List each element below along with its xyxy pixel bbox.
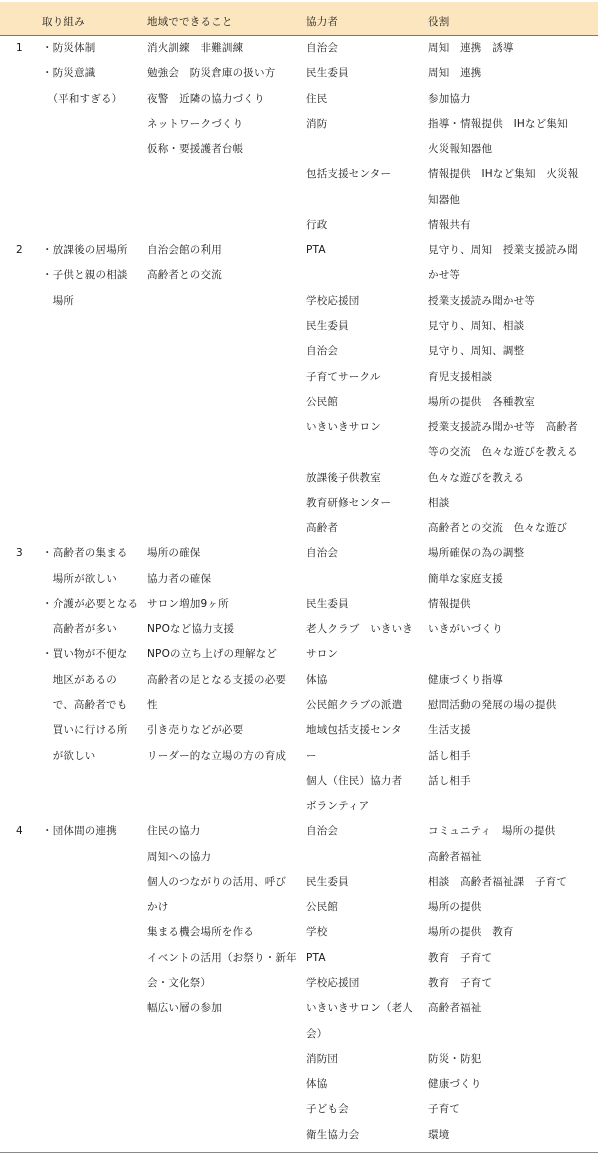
chiiki-cell: リーダー的な立場の方の育成	[147, 750, 287, 762]
yakuwari-cell: 高齢者との交流 色々な遊び	[428, 522, 568, 534]
kyoryokusha-cell: 自治会	[306, 825, 339, 837]
kyoryokusha-cell: いきいきサロン（老人	[306, 1002, 413, 1014]
kyoryokusha-cell: 行政	[306, 219, 328, 231]
kyoryokusha-cell: 老人クラブ いきいき	[306, 623, 413, 635]
kyoryokusha-cell: 放課後子供教室	[306, 472, 381, 484]
yakuwari-cell: 場所確保の為の調整	[428, 547, 525, 559]
table-bottom-border	[0, 1152, 598, 1153]
chiiki-cell: かけ	[147, 901, 169, 913]
torikumi-cell: 場所	[42, 295, 75, 307]
chiiki-cell: 引き売りなどが必要	[147, 724, 244, 736]
yakuwari-cell: 場所の提供	[428, 901, 482, 913]
kyoryokusha-cell: PTA	[306, 952, 326, 964]
yakuwari-cell: 等の交流 色々な遊びを教える	[428, 446, 578, 458]
yakuwari-cell: 授業支援読み聞かせ等	[428, 295, 535, 307]
chiiki-cell: 場所の確保	[147, 547, 201, 559]
chiiki-cell: 個人のつながりの活用、呼び	[147, 876, 287, 888]
kyoryokusha-cell: 民生委員	[306, 876, 349, 888]
kyoryokusha-cell: 子ども会	[306, 1103, 349, 1115]
yakuwari-cell: 情報提供 IHなど集知 火災報	[428, 168, 579, 180]
kyoryokusha-cell: 自治会	[306, 547, 339, 559]
kyoryokusha-cell: 公民館	[306, 901, 339, 913]
yakuwari-cell: 教育 子育て	[428, 977, 493, 989]
kyoryokusha-cell: 学校	[306, 926, 328, 938]
chiiki-cell: NPOなど協力支援	[147, 623, 235, 635]
yakuwari-cell: 話し相手	[428, 750, 471, 762]
torikumi-cell: 地区があるの	[42, 674, 117, 686]
chiiki-cell: 高齢者との交流	[147, 269, 222, 281]
yakuwari-cell: 教育 子育て	[428, 952, 493, 964]
torikumi-cell: 場所が欲しい	[42, 573, 117, 585]
yakuwari-cell: 生活支援	[428, 724, 471, 736]
header-kyoryokusha: 協力者	[306, 16, 339, 28]
chiiki-cell: サロン増加9ヶ所	[147, 598, 229, 610]
kyoryokusha-cell: 公民館クラブの派遣	[306, 699, 403, 711]
chiiki-cell: ネットワークづくり	[147, 118, 244, 130]
kyoryokusha-cell: ー	[306, 750, 317, 762]
yakuwari-cell: 指導・情報提供 IHなど集知	[428, 118, 568, 130]
torikumi-cell: 買いに行ける所	[42, 724, 128, 736]
yakuwari-cell: 火災報知器他	[428, 143, 493, 155]
kyoryokusha-cell: 自治会	[306, 345, 339, 357]
chiiki-cell: 住民の協力	[147, 825, 201, 837]
yakuwari-cell: 簡単な家庭支援	[428, 573, 503, 585]
header-yakuwari: 役割	[428, 16, 450, 28]
kyoryokusha-cell: 消防	[306, 118, 328, 130]
kyoryokusha-cell: 民生委員	[306, 320, 349, 332]
row-number: 3	[16, 547, 23, 559]
header-torikumi: 取り組み	[42, 16, 85, 28]
torikumi-cell: で、高齢者でも	[42, 699, 128, 711]
chiiki-cell: 夜警 近隣の協力づくり	[147, 93, 265, 105]
torikumi-cell: ・団体間の連携	[42, 825, 117, 837]
chiiki-cell: 周知への協力	[147, 851, 212, 863]
yakuwari-cell: 場所の提供 各種教室	[428, 396, 535, 408]
torikumi-cell: ・介護が必要となる	[42, 598, 139, 610]
kyoryokusha-cell: 自治会	[306, 42, 339, 54]
kyoryokusha-cell: 教育研修センター	[306, 497, 392, 509]
yakuwari-cell: 子育て	[428, 1103, 461, 1115]
torikumi-cell: ・防災体制	[42, 42, 96, 54]
torikumi-cell: 高齢者が多い	[42, 623, 117, 635]
yakuwari-cell: 周知 連携	[428, 67, 482, 79]
yakuwari-cell: 見守り、周知 授業支援読み聞	[428, 244, 578, 256]
chiiki-cell: 協力者の確保	[147, 573, 212, 585]
kyoryokusha-cell: 公民館	[306, 396, 339, 408]
yakuwari-cell: 見守り、周知、調整	[428, 345, 525, 357]
kyoryokusha-cell: 学校応援団	[306, 977, 360, 989]
kyoryokusha-cell: サロン	[306, 648, 339, 660]
yakuwari-cell: 参加協力	[428, 93, 471, 105]
yakuwari-cell: 情報提供	[428, 598, 471, 610]
yakuwari-cell: コミュニティ 場所の提供	[428, 825, 556, 837]
row-number: 4	[16, 825, 23, 837]
chiiki-cell: 仮称・要援護者台帳	[147, 143, 244, 155]
yakuwari-cell: 周知 連携 誘導	[428, 42, 514, 54]
kyoryokusha-cell: 消防団	[306, 1053, 339, 1065]
chiiki-cell: 集まる機会場所を作る	[147, 926, 254, 938]
row-number: 2	[16, 244, 23, 256]
kyoryokusha-cell: 住民	[306, 93, 328, 105]
kyoryokusha-cell: 体協	[306, 674, 328, 686]
yakuwari-cell: かせ等	[428, 269, 461, 281]
kyoryokusha-cell: いきいきサロン	[306, 421, 381, 433]
chiiki-cell: 会・文化祭）	[147, 977, 212, 989]
kyoryokusha-cell: 民生委員	[306, 67, 349, 79]
row-number: 1	[16, 42, 23, 54]
torikumi-cell: ・高齢者の集まる	[42, 547, 128, 559]
yakuwari-cell: 慰問活動の発展の場の提供	[428, 699, 557, 711]
chiiki-cell: 消火訓練 非難訓練	[147, 42, 244, 54]
chiiki-cell: 高齢者の足となる支援の必要	[147, 674, 287, 686]
kyoryokusha-cell: 地域包括支援センタ	[306, 724, 402, 736]
torikumi-cell: ・防災意識	[42, 67, 96, 79]
kyoryokusha-cell: 高齢者	[306, 522, 339, 534]
torikumi-cell: が欲しい	[42, 750, 96, 762]
chiiki-cell: 幅広い層の参加	[147, 1002, 222, 1014]
yakuwari-cell: 相談 高齢者福祉課 子育て	[428, 876, 568, 888]
yakuwari-cell: 場所の提供 教育	[428, 926, 514, 938]
yakuwari-cell: 環境	[428, 1129, 450, 1141]
kyoryokusha-cell: 個人（住民）協力者	[306, 775, 403, 787]
chiiki-cell: 性	[147, 699, 158, 711]
kyoryokusha-cell: ボランティア	[306, 800, 370, 812]
torikumi-cell: ・放課後の居場所	[42, 244, 128, 256]
chiiki-cell: 自治会館の利用	[147, 244, 222, 256]
yakuwari-cell: 健康づくり	[428, 1078, 482, 1090]
chiiki-cell: 勉強会 防災倉庫の扱い方	[147, 67, 276, 79]
torikumi-cell: ・子供と親の相談	[42, 269, 128, 281]
kyoryokusha-cell: 衛生協力会	[306, 1129, 360, 1141]
kyoryokusha-cell: 学校応援団	[306, 295, 360, 307]
yakuwari-cell: 見守り、周知、相談	[428, 320, 525, 332]
kyoryokusha-cell: 子育てサークル	[306, 371, 381, 383]
yakuwari-cell: 健康づくり指導	[428, 674, 503, 686]
yakuwari-cell: 知器他	[428, 194, 461, 206]
yakuwari-cell: 色々な遊びを教える	[428, 472, 525, 484]
kyoryokusha-cell: 体協	[306, 1078, 328, 1090]
yakuwari-cell: 高齢者福祉	[428, 1002, 482, 1014]
torikumi-cell: （平和すぎる）	[42, 93, 123, 105]
table-header	[0, 2, 598, 36]
torikumi-cell: ・買い物が不便な	[42, 648, 128, 660]
yakuwari-cell: 相談	[428, 497, 450, 509]
kyoryokusha-cell: 包括支援センター	[306, 168, 392, 180]
yakuwari-cell: 防災・防犯	[428, 1053, 482, 1065]
yakuwari-cell: いきがいづくり	[428, 623, 503, 635]
kyoryokusha-cell: PTA	[306, 244, 326, 256]
yakuwari-cell: 情報共有	[428, 219, 471, 231]
yakuwari-cell: 高齢者福祉	[428, 851, 482, 863]
header-chiiki: 地域でできること	[147, 16, 233, 28]
kyoryokusha-cell: 会）	[306, 1028, 328, 1040]
chiiki-cell: イベントの活用（お祭り・新年	[147, 952, 297, 964]
yakuwari-cell: 育児支援相談	[428, 371, 493, 383]
kyoryokusha-cell: 民生委員	[306, 598, 349, 610]
yakuwari-cell: 話し相手	[428, 775, 471, 787]
yakuwari-cell: 授業支援読み聞かせ等 高齢者	[428, 421, 578, 433]
chiiki-cell: NPOの立ち上げの理解など	[147, 648, 278, 660]
